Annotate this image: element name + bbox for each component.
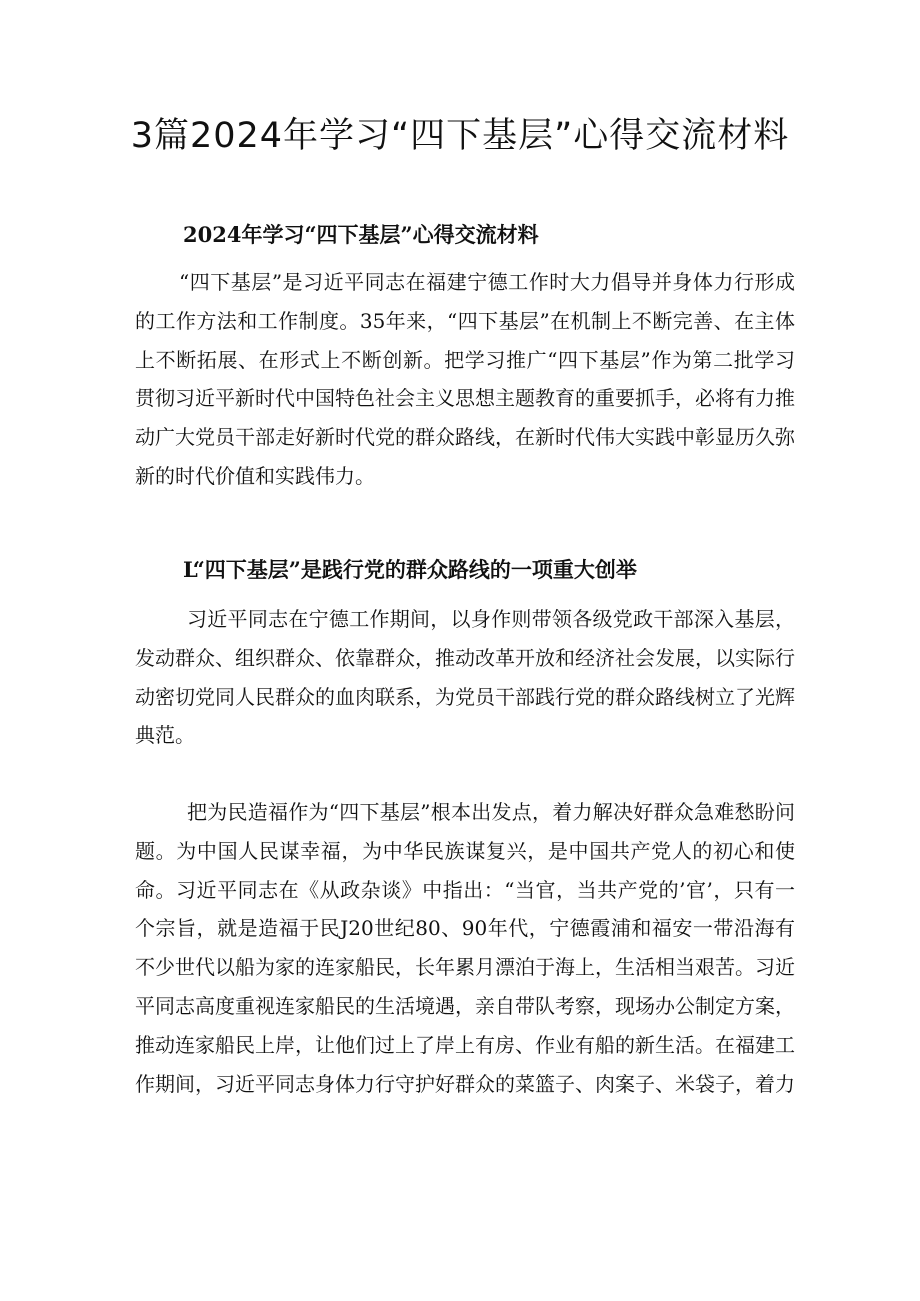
document-subtitle: 2024年学习“四下基层”心得交流材料 — [183, 222, 539, 247]
section-heading-1: L“四下基层”是践行党的群众路线的一项重大创举 — [183, 557, 637, 582]
intro-paragraph: “四下基层”是习近平同志在福建宁德工作时大力倡导并身体力行形成的工作方法和工作制度。35年来，“四下基层”在机制上不断完善、在主体上不断拓展、在形式上不断创新。把学习推广“四下基层”作为第二批学习贯彻习近平新时代中国特色社会主义思想主题教育的重要抓手，必将有力推动广大党员干部走好新时代党的群众路线，在新时代伟大实践中彰显历久弥新的时代价值和实践伟力。 — [135, 270, 795, 488]
document-title: 3篇2024年学习“四下基层”心得交流材料 — [130, 116, 790, 156]
body-paragraph: 习近平同志在宁德工作期间，以身作则带领各级党政干部深入基层，发动群众、组织群众、依靠群众，推动改革开放和经济社会发展，以实际行动密切党同人民群众的血肉联系，为党员干部践行党的群众路线树立了光辉典范。 — [135, 607, 795, 748]
body-paragraph: 把为民造福作为“四下基层”根本出发点，着力解决好群众急难愁盼问题。为中国人民谋幸福，为中华民族谋复兴，是中国共产党人的初心和使命。习近平同志在《从政杂谈》中指出：“当官，当共产党的’官’，只有一个宗旨，就是造福于民J20世纪80、90年代，宁德霞浦和福安一带沿海有不少世代以船为家的连家船民，长年累月漂泊于海上，生活相当艰苦。习近平同志高度重视连家船民的生活境遇，亲自带队考察，现场办公制定方案，推动连家船民上岸，让他们过上了岸上有房、作业有船的新生活。在福建工作期间，习近平同志身体力行守护好群众的菜篮子、肉案子、米袋子，着力 — [135, 800, 795, 1096]
